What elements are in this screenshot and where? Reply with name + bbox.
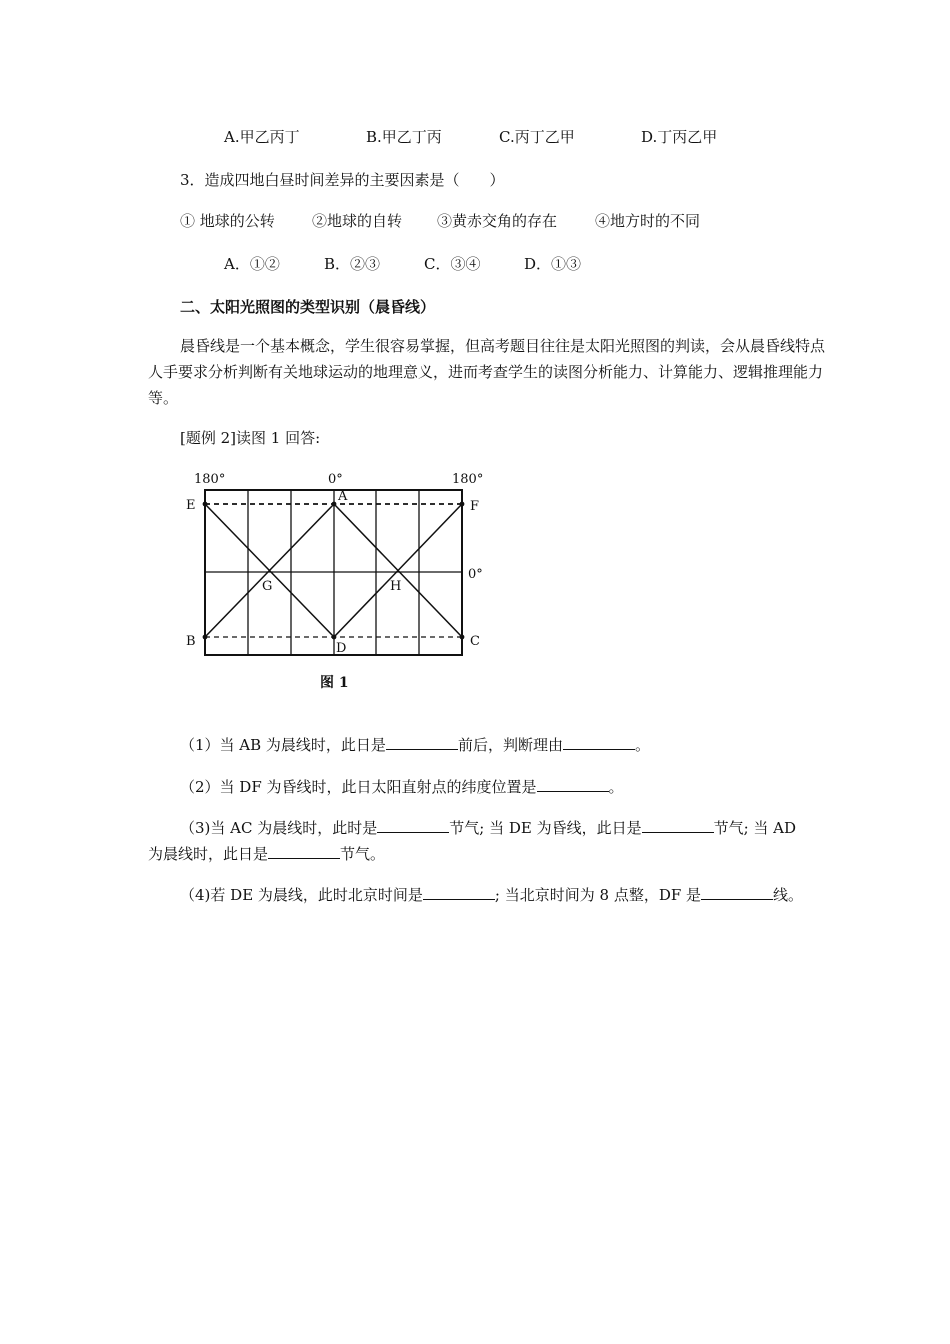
example-label: [题例 2]读图 1 回答:: [180, 429, 321, 447]
question-3-line-2: 为晨线时，此日是 节气。: [148, 845, 386, 863]
question-3-stem: 3．造成四地白昼时间差异的主要因素是（ ）: [180, 171, 505, 189]
figure-1: [176, 466, 516, 696]
question-1: （1）当 AB 为晨线时，此日是 前后，判断理由 。: [180, 736, 650, 754]
label-180-left: 180°: [194, 472, 226, 487]
figure-caption: 图 1: [320, 675, 349, 691]
q3-option-b: B．②③: [324, 255, 381, 273]
point-f: F: [470, 499, 480, 514]
answer-blank[interactable]: [386, 735, 458, 750]
label-180-right: 180°: [452, 472, 484, 487]
answer-blank[interactable]: [377, 818, 449, 833]
point-h: H: [390, 579, 402, 594]
intro-paragraph: 晨昏线是一个基本概念，学生很容易掌握，但高考题目往往是太阳光照图的判读，会从晨昏线特点人手要求分析判断有关地球运动的地理意义，进而考查学生的读图分析能力、计算能力、逻辑推理能力等。: [148, 337, 826, 407]
point-c: C: [470, 634, 480, 649]
option-b: B.甲乙丁丙: [366, 128, 442, 146]
label-equator: 0°: [468, 567, 483, 582]
factor-1: ① 地球的公转: [180, 212, 275, 230]
answer-blank[interactable]: [701, 885, 773, 900]
answer-blank[interactable]: [537, 777, 609, 792]
point-e: E: [186, 498, 196, 513]
question-4: （4)若 DE 为晨线，此时北京时间是 ; 当北京时间为 8 点整，DF 是 线。: [180, 886, 804, 904]
q3-option-d: D．①③: [524, 255, 582, 273]
answer-blank[interactable]: [268, 844, 340, 859]
label-0-top: 0°: [328, 472, 343, 487]
question-2: （2）当 DF 为昏线时，此日太阳直射点的纬度位置是 。: [180, 778, 624, 796]
answer-blank[interactable]: [423, 885, 495, 900]
point-g: G: [262, 579, 273, 594]
question-3-line-1: （3)当 AC 为晨线时，此时是 节气; 当 DE 为昏线，此日是 节气; 当 AD: [180, 819, 797, 837]
q3-option-c: C．③④: [424, 255, 481, 273]
section-heading: 二、太阳光照图的类型识别（晨昏线）: [180, 298, 436, 316]
option-d: D.丁丙乙甲: [641, 128, 718, 146]
factor-3: ③黄赤交角的存在: [437, 212, 558, 230]
factor-2: ②地球的自转: [312, 212, 403, 230]
option-c: C.丙丁乙甲: [499, 128, 575, 146]
point-a: A: [338, 489, 348, 504]
answer-blank[interactable]: [563, 735, 635, 750]
option-a: A.甲乙丙丁: [224, 128, 300, 146]
point-b: B: [186, 634, 196, 649]
point-d: D: [336, 641, 347, 656]
q3-option-a: A．①②: [224, 255, 280, 273]
factor-4: ④地方时的不同: [595, 212, 701, 230]
answer-blank[interactable]: [642, 818, 714, 833]
